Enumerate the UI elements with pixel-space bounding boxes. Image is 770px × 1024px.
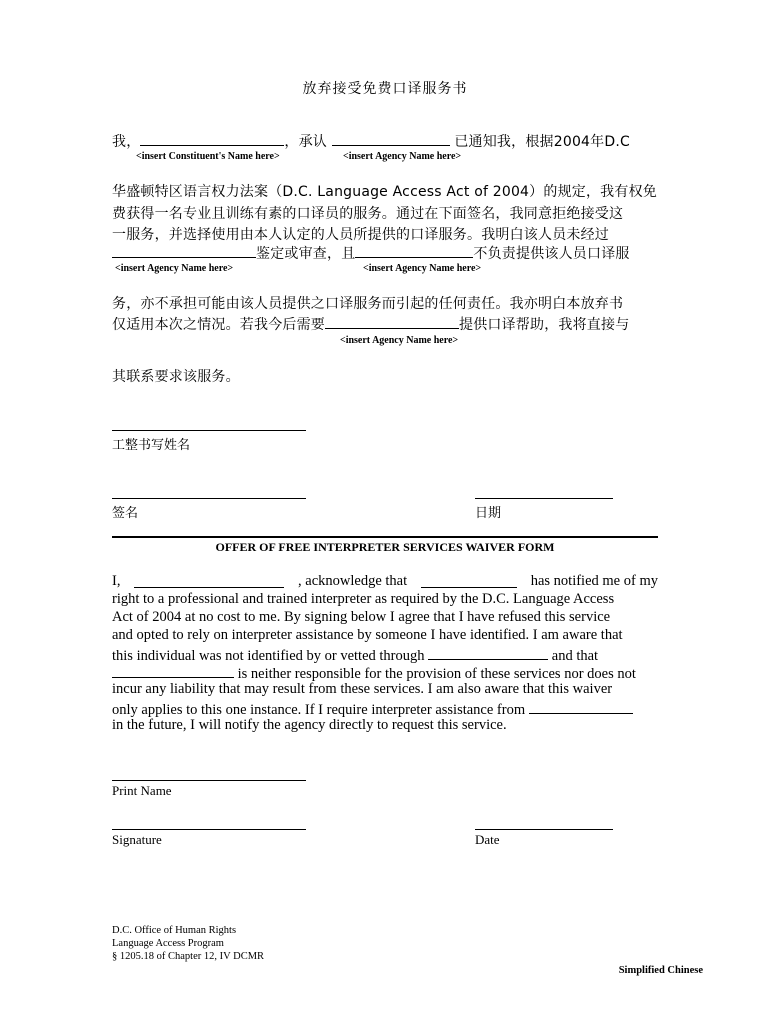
en-paragraph-line	[112, 699, 633, 719]
cn-text-i: 我，	[112, 134, 141, 150]
cn-text-reviewed: 鉴定或审查，且	[256, 246, 356, 262]
en-signature-label: Signature	[112, 832, 162, 847]
cn-date-label: 日期	[475, 506, 502, 521]
en-agency-name-blank-4[interactable]	[529, 699, 633, 714]
cn-text-acknowledge: ，承认	[284, 134, 328, 150]
agency-name-blank-4[interactable]	[325, 314, 459, 329]
en-paragraph-line: incur any liability that may result from these services. I am also aware that this waiver	[112, 681, 613, 697]
en-signature-line[interactable]	[112, 829, 306, 830]
hint-agency-name-1: <insert Agency Name here>	[343, 151, 462, 162]
cn-date-line[interactable]	[475, 498, 613, 499]
en-paragraph-line: and opted to rely on interpreter assistance by someone I have identified. I am aware that	[112, 627, 623, 643]
en-print-name-label: Print Name	[112, 783, 172, 798]
section-divider	[112, 536, 658, 538]
footer-program: Language Access Program	[112, 938, 224, 949]
en-paragraph-line: in the future, I will notify the agency directly to request this service.	[112, 717, 507, 733]
en-text-acknowledge: , acknowledge that	[298, 573, 408, 589]
agency-name-blank-3[interactable]	[355, 243, 473, 258]
cn-paragraph-line	[112, 314, 629, 334]
agency-name-blank-1[interactable]	[332, 131, 450, 146]
cn-print-name-line[interactable]	[112, 430, 306, 431]
cn-text-only-applies: 仅适用本次之情况。若我今后需要	[112, 317, 325, 333]
en-text-i: I,	[112, 573, 121, 589]
cn-signature-line[interactable]	[112, 498, 306, 499]
cn-print-name-label: 工整书写姓名	[112, 438, 191, 453]
en-agency-name-blank-2[interactable]	[428, 645, 548, 660]
hint-agency-name-4: <insert Agency Name here>	[340, 335, 459, 346]
cn-paragraph-line: 费获得一名专业且训练有素的口译员的服务。通过在下面签名，我同意拒绝接受这	[112, 206, 624, 222]
en-date-line[interactable]	[475, 829, 613, 830]
en-paragraph-line: right to a professional and trained interpreter as required by the D.C. Language Access	[112, 591, 615, 607]
footer-regulation: § 1205.18 of Chapter 12, IV DCMR	[112, 951, 265, 962]
en-text-has-notified: has notified me of my	[530, 573, 658, 589]
footer-office: D.C. Office of Human Rights	[112, 925, 237, 936]
en-paragraph-line	[112, 663, 636, 683]
en-agency-name-blank-3[interactable]	[112, 663, 234, 678]
en-text-instance: only applies to this one instance. If I require interpreter assistance from	[112, 702, 526, 718]
hint-agency-name-3: <insert Agency Name here>	[363, 263, 482, 274]
cn-text-contact: 提供口译帮助，我将直接与	[459, 317, 630, 333]
en-acknowledge-line	[112, 573, 658, 590]
en-paragraph-line: Act of 2004 at no cost to me. By signing below I agree that I have refused this service	[112, 609, 611, 625]
footer-language: Simplified Chinese	[618, 965, 703, 976]
en-print-name-line[interactable]	[112, 780, 306, 781]
agency-name-blank-2[interactable]	[112, 243, 256, 258]
cn-acknowledge-line	[112, 131, 630, 151]
cn-paragraph-line	[112, 243, 630, 263]
chinese-form-title: 放弃接受免费口译服务书	[302, 81, 468, 97]
hint-agency-name-2: <insert Agency Name here>	[115, 263, 234, 274]
hint-constituent-name: <insert Constituent's Name here>	[136, 151, 280, 162]
english-form-title: OFFER OF FREE INTERPRETER SERVICES WAIVER FORM	[215, 540, 555, 554]
cn-text-not-responsible: 不负责提供该人员口译服	[473, 246, 630, 262]
cn-paragraph-line: 华盛顿特区语言权力法案（D.C. Language Access Act of 2004）的规定，我有权免	[112, 184, 657, 200]
en-text-neither: is neither responsible for the provision of these services nor does not	[237, 666, 636, 682]
en-text-and-that: and that	[551, 648, 599, 664]
en-constituent-name-blank[interactable]	[134, 573, 284, 588]
en-agency-name-blank-1[interactable]	[421, 573, 517, 588]
constituent-name-blank[interactable]	[140, 131, 284, 146]
cn-signature-label: 签名	[112, 506, 139, 521]
cn-paragraph-line: 一服务，并选择使用由本人认定的人员所提供的口译服务。我明白该人员未经过	[112, 227, 609, 243]
en-text-vetted: this individual was not identified by or vetted through	[112, 648, 425, 664]
cn-paragraph-line: 其联系要求该服务。	[112, 369, 240, 385]
en-paragraph-line	[112, 645, 598, 665]
cn-text-notified: 已通知我，根据2004年D.C	[454, 134, 630, 150]
en-date-label: Date	[475, 832, 500, 847]
cn-paragraph-line: 务，亦不承担可能由该人员提供之口译服务而引起的任何责任。我亦明白本放弃书	[112, 296, 624, 312]
